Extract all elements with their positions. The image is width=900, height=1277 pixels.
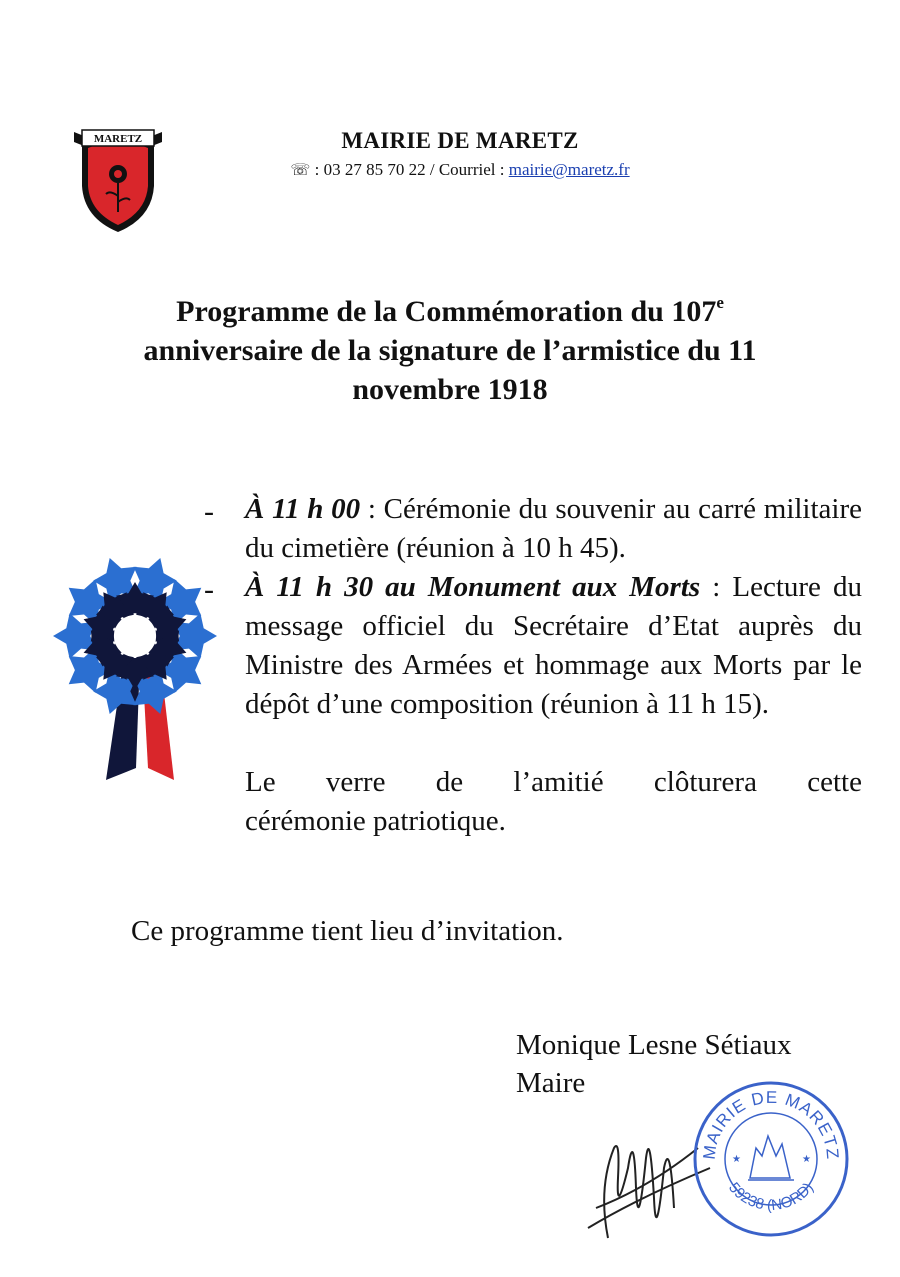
contact-line bbox=[200, 160, 720, 180]
program-item-time: À 11 h 00 bbox=[245, 493, 361, 525]
signer-name: Monique Lesne Sétiaux bbox=[516, 1029, 792, 1061]
closing-note: Le verre de l’amitié clôturera cette bbox=[245, 766, 862, 798]
stamp-bottom-text: 59238 (NORD) bbox=[725, 1179, 817, 1215]
program-item-text: : Cérémonie du souvenir au carré militaire du cimetière (réunion à 10 h 45). bbox=[245, 493, 863, 564]
signer-role: Maire bbox=[516, 1067, 586, 1099]
maretz-crest-logo bbox=[72, 126, 164, 236]
stamp-top-text: MAIRIE DE MARETZ bbox=[699, 1087, 843, 1161]
program-title: Programme de la Commémoration du 107e anniversaire de la signature de l’armistice du 11 novembre 1918 bbox=[143, 293, 757, 406]
closing-note-end: cérémonie patriotique. bbox=[245, 805, 506, 837]
program-item bbox=[245, 490, 862, 568]
mairie-title: MAIRIE DE MARETZ bbox=[341, 128, 579, 153]
svg-text:★: ★ bbox=[802, 1154, 811, 1165]
mairie-stamp bbox=[690, 1078, 852, 1240]
list-dash: - bbox=[204, 495, 214, 528]
program-item-text: : Lecture du message officiel du Secrétaire d’Etat auprès du Ministre des Armées et hommage aux Morts par le dépôt d’une composition (réunion à 11 h 15). bbox=[245, 571, 862, 720]
program-item bbox=[245, 568, 862, 724]
crest-label: MARETZ bbox=[93, 133, 143, 145]
phone-icon: ☏ bbox=[290, 162, 311, 179]
title-superscript: e bbox=[716, 293, 724, 312]
svg-text:59238 (NORD) bbox=[725, 1179, 817, 1214]
tricolor-cockade-icon bbox=[52, 548, 222, 784]
svg-text:★: ★ bbox=[732, 1154, 741, 1165]
program-item-time: À 11 h 30 au Monument aux Morts bbox=[245, 571, 701, 603]
invitation-note: Ce programme tient lieu d’invitation. bbox=[131, 915, 564, 947]
svg-text:MAIRIE DE MARETZ bbox=[700, 1088, 843, 1161]
email-link[interactable]: mairie@maretz.fr bbox=[508, 160, 630, 179]
list-dash: - bbox=[204, 573, 214, 606]
phone-number: : 03 27 85 70 22 / Courriel : bbox=[314, 160, 509, 179]
